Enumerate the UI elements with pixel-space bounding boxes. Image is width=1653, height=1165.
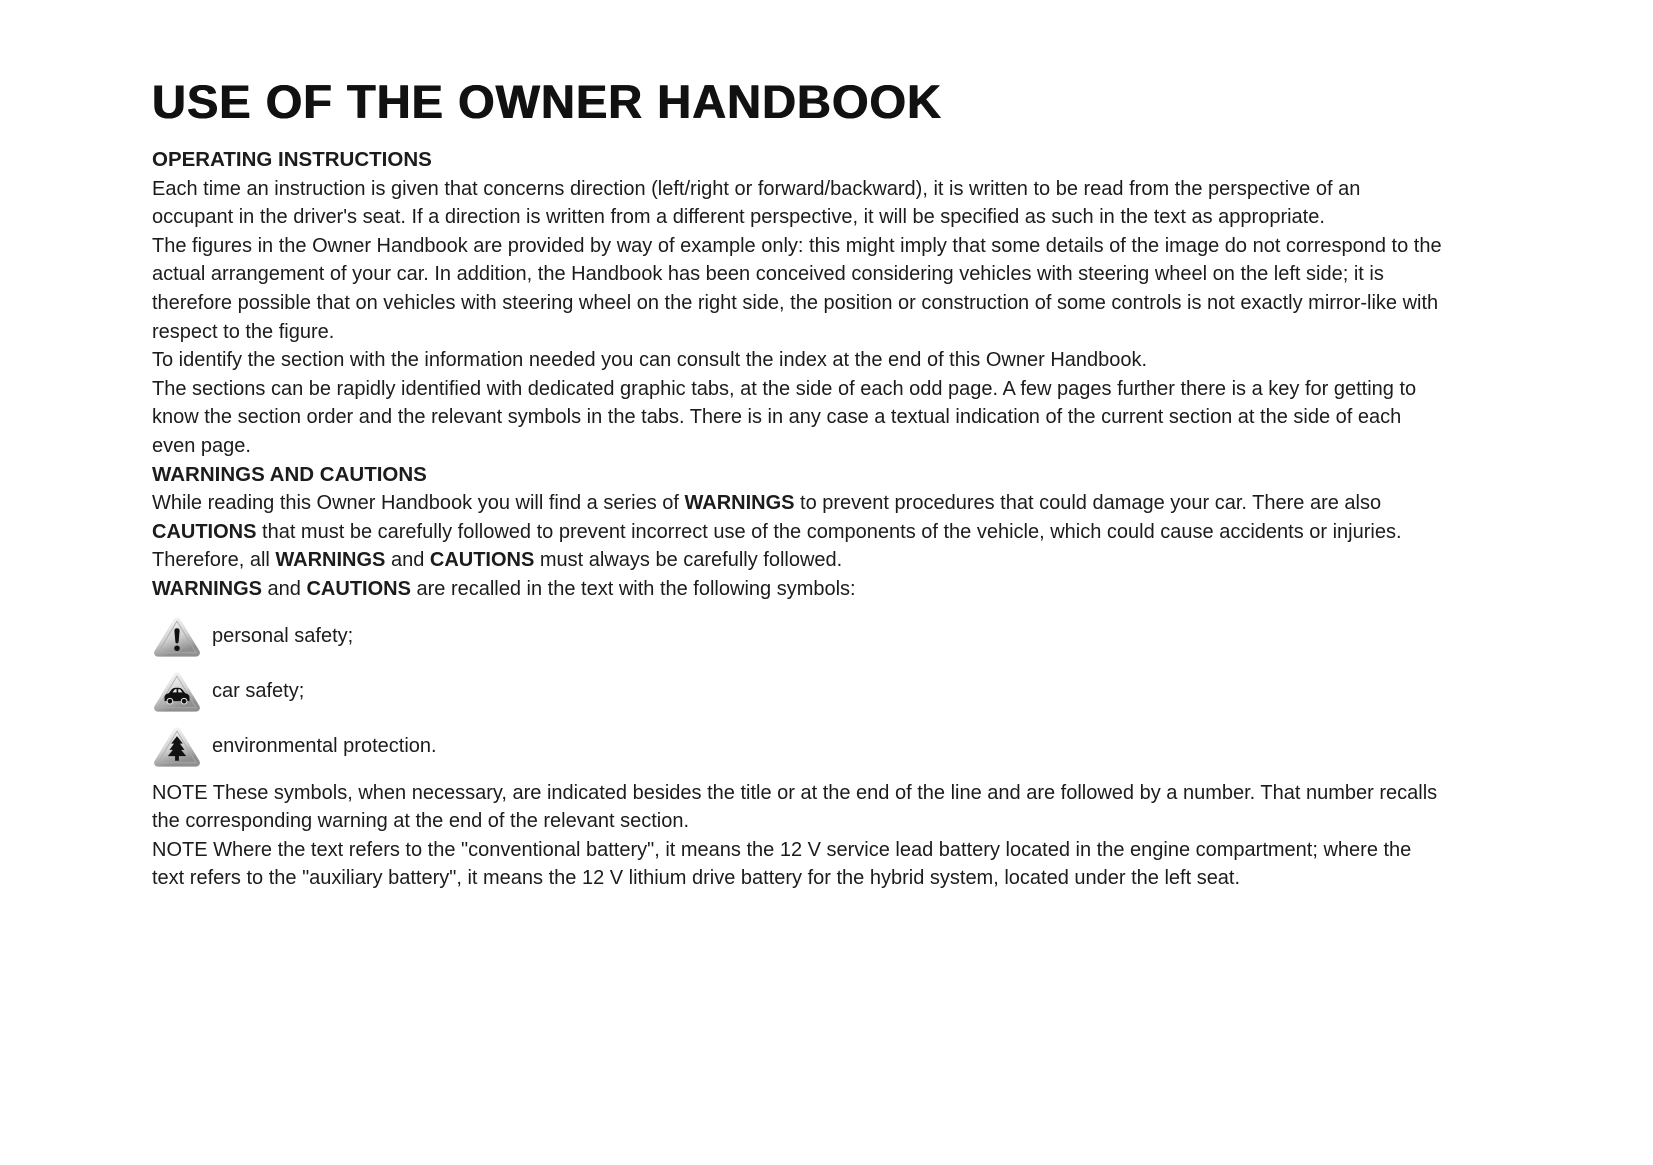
operating-paragraph-4: The sections can be rapidly identified with dedicated graphic tabs, at the side of each odd page. A few pages further there is a key for getting to know the section order and the relevant symbols in the tabs. There is in any case a textual indication of the current section at the side of each even page. [152,377,1417,457]
operating-paragraph-3: To identify the section with the information needed you can consult the index at the end of this Owner Handbook. [152,349,1148,372]
note-battery: NOTE Where the text refers to the "conventional battery", it means the 12 V service lead battery located in the engine compartment; where the text refers to the "auxiliary battery", it means the 12 V lithium drive battery for the hybrid system, located under the left seat. [152,838,1412,890]
operating-paragraph-2: The figures in the Owner Handbook are provided by way of example only: this might imply that some details of the image do not correspond to the actual arrangement of your car. In addition, the Handbook has been conceived considering vehicles with steering wheel on the left side; it is therefore possible that on vehicles with steering wheel on the right side, the position or construction of some controls is not exactly mirror-like with respect to the figure. [152,234,1442,343]
symbol-row-environmental-protection [152,724,1447,770]
note-symbols: NOTE These symbols, when necessary, are indicated besides the title or at the end of the line and are followed by a number. That number recalls the corresponding warning at the end of the relevant section. [152,781,1438,833]
warnings-paragraph-1: While reading this Owner Handbook you will find a series of WARNINGS to prevent procedures that could damage your car. There are also CAUTIONS that must be carefully followed to prevent incorrect use of the components of the vehicle, which could cause accidents or injuries. [152,492,1402,543]
operating-paragraph-1: Each time an instruction is given that concerns direction (left/right or forward/backward), it is written to be read from the perspective of an occupant in the driver's seat. If a direction is written from a different perspective, it will be specified as such in the text as appropriate. [152,177,1361,229]
symbol-legend [152,614,1447,770]
symbol-row-personal-safety [152,614,1447,660]
car-safety-warning-icon [152,669,202,715]
section-heading-operating-instructions: OPERATING INSTRUCTIONS [152,148,432,171]
symbol-label-car-safety: car safety; [212,680,305,703]
symbol-row-car-safety [152,669,1447,715]
environmental-protection-icon [152,724,202,770]
warnings-paragraph-2: Therefore, all WARNINGS and CAUTIONS must always be carefully followed. [152,549,843,572]
page-title: USE OF THE OWNER HANDBOOK [152,75,943,128]
symbol-label-personal-safety: personal safety; [212,625,354,648]
personal-safety-warning-icon [152,614,202,660]
section-heading-warnings-cautions: WARNINGS AND CAUTIONS [152,462,427,486]
page-content [152,76,1447,893]
warnings-paragraph-3: WARNINGS and CAUTIONS are recalled in the text with the following symbols: [152,577,856,600]
symbol-label-environmental-protection: environmental protection. [212,735,437,758]
